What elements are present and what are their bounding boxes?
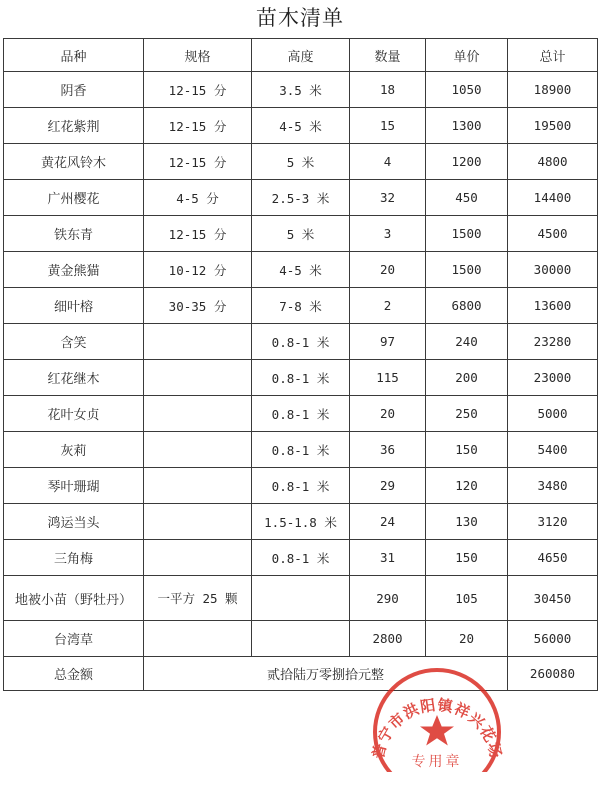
cell-unit-price: 130 [426, 504, 508, 540]
cell-unit-price: 1050 [426, 72, 508, 108]
cell-spec [144, 621, 252, 657]
cell-height: 2.5-3 米 [252, 180, 350, 216]
cell-quantity: 2800 [350, 621, 426, 657]
cell-unit-price: 450 [426, 180, 508, 216]
cell-spec: 一平方 25 颗 [144, 576, 252, 621]
cell-spec [144, 432, 252, 468]
table-row [4, 288, 598, 324]
cell-unit-price: 105 [426, 576, 508, 621]
column-header-height: 高度 [252, 39, 350, 72]
grand-total: 260080 [508, 657, 598, 691]
cell-variety: 红花紫荆 [4, 108, 144, 144]
table-row [4, 108, 598, 144]
cell-total: 18900 [508, 72, 598, 108]
table-header-row [4, 39, 598, 72]
cell-height: 1.5-1.8 米 [252, 504, 350, 540]
table-row [4, 360, 598, 396]
cell-quantity: 4 [350, 144, 426, 180]
cell-variety: 花叶女贞 [4, 396, 144, 432]
cell-total: 13600 [508, 288, 598, 324]
cell-variety: 鸿运当头 [4, 504, 144, 540]
cell-spec [144, 540, 252, 576]
cell-spec [144, 360, 252, 396]
cell-height: 4-5 米 [252, 252, 350, 288]
cell-spec: 12-15 分 [144, 108, 252, 144]
cell-total: 5000 [508, 396, 598, 432]
cell-unit-price: 1300 [426, 108, 508, 144]
table-row [4, 72, 598, 108]
cell-quantity: 24 [350, 504, 426, 540]
cell-height: 7-8 米 [252, 288, 350, 324]
cell-unit-price: 1500 [426, 252, 508, 288]
table-row [4, 324, 598, 360]
cell-total: 56000 [508, 621, 598, 657]
cell-quantity: 36 [350, 432, 426, 468]
cell-height [252, 576, 350, 621]
cell-total: 3480 [508, 468, 598, 504]
cell-unit-price: 150 [426, 540, 508, 576]
column-header-unit-price: 单价 [426, 39, 508, 72]
cell-quantity: 290 [350, 576, 426, 621]
cell-variety: 地被小苗（野牡丹） [4, 576, 144, 621]
cell-variety: 红花继木 [4, 360, 144, 396]
table-row [4, 540, 598, 576]
cell-total: 4800 [508, 144, 598, 180]
cell-unit-price: 150 [426, 432, 508, 468]
column-header-variety: 品种 [4, 39, 144, 72]
cell-quantity: 29 [350, 468, 426, 504]
cell-total: 4650 [508, 540, 598, 576]
cell-spec: 12-15 分 [144, 72, 252, 108]
table-row [4, 504, 598, 540]
column-header-quantity: 数量 [350, 39, 426, 72]
cell-variety: 铁东青 [4, 216, 144, 252]
cell-total: 3120 [508, 504, 598, 540]
cell-variety: 台湾草 [4, 621, 144, 657]
seal-star-icon [420, 715, 454, 746]
cell-variety: 含笑 [4, 324, 144, 360]
cell-height: 0.8-1 米 [252, 360, 350, 396]
seal-subtext: 专用章 [411, 754, 463, 770]
table-row [4, 396, 598, 432]
cell-unit-price: 6800 [426, 288, 508, 324]
cell-total: 30450 [508, 576, 598, 621]
company-seal-stamp [362, 662, 512, 772]
cell-height [252, 621, 350, 657]
table-row [4, 576, 598, 621]
cell-height: 5 米 [252, 144, 350, 180]
cell-variety: 灰莉 [4, 432, 144, 468]
cell-total: 23000 [508, 360, 598, 396]
cell-spec: 4-5 分 [144, 180, 252, 216]
seal-text: 普宁市洪阳镇祥兴花场 [368, 695, 506, 761]
summary-label: 总金额 [4, 657, 144, 691]
cell-unit-price: 240 [426, 324, 508, 360]
cell-unit-price: 20 [426, 621, 508, 657]
cell-variety: 三角梅 [4, 540, 144, 576]
cell-height: 5 米 [252, 216, 350, 252]
cell-variety: 细叶榕 [4, 288, 144, 324]
cell-quantity: 32 [350, 180, 426, 216]
cell-spec [144, 468, 252, 504]
cell-quantity: 18 [350, 72, 426, 108]
cell-spec [144, 324, 252, 360]
cell-height: 0.8-1 米 [252, 468, 350, 504]
cell-unit-price: 1200 [426, 144, 508, 180]
cell-height: 0.8-1 米 [252, 396, 350, 432]
cell-height: 0.8-1 米 [252, 432, 350, 468]
cell-unit-price: 120 [426, 468, 508, 504]
cell-spec: 12-15 分 [144, 144, 252, 180]
cell-total: 30000 [508, 252, 598, 288]
cell-quantity: 3 [350, 216, 426, 252]
cell-unit-price: 250 [426, 396, 508, 432]
cell-total: 5400 [508, 432, 598, 468]
cell-height: 4-5 米 [252, 108, 350, 144]
cell-unit-price: 200 [426, 360, 508, 396]
cell-total: 19500 [508, 108, 598, 144]
cell-height: 0.8-1 米 [252, 540, 350, 576]
amount-in-words: 贰拾陆万零捌拾元整 [144, 657, 508, 691]
cell-variety: 阴香 [4, 72, 144, 108]
table-row [4, 144, 598, 180]
cell-quantity: 20 [350, 252, 426, 288]
column-header-spec: 规格 [144, 39, 252, 72]
table-row [4, 180, 598, 216]
cell-quantity: 115 [350, 360, 426, 396]
table-row [4, 432, 598, 468]
table-row [4, 468, 598, 504]
cell-quantity: 31 [350, 540, 426, 576]
cell-spec: 10-12 分 [144, 252, 252, 288]
cell-variety: 琴叶珊瑚 [4, 468, 144, 504]
page-title: 苗木清单 [256, 6, 344, 30]
cell-total: 4500 [508, 216, 598, 252]
cell-spec [144, 504, 252, 540]
table-row [4, 252, 598, 288]
table-row [4, 621, 598, 657]
cell-total: 14400 [508, 180, 598, 216]
cell-quantity: 15 [350, 108, 426, 144]
table-body [4, 72, 598, 657]
cell-unit-price: 1500 [426, 216, 508, 252]
cell-spec: 12-15 分 [144, 216, 252, 252]
cell-spec: 30-35 分 [144, 288, 252, 324]
cell-height: 0.8-1 米 [252, 324, 350, 360]
cell-spec [144, 396, 252, 432]
cell-variety: 黄花风铃木 [4, 144, 144, 180]
cell-quantity: 20 [350, 396, 426, 432]
cell-quantity: 2 [350, 288, 426, 324]
cell-variety: 黄金熊猫 [4, 252, 144, 288]
cell-height: 3.5 米 [252, 72, 350, 108]
cell-variety: 广州樱花 [4, 180, 144, 216]
column-header-total: 总计 [508, 39, 598, 72]
table-row [4, 216, 598, 252]
seedling-table [3, 38, 598, 691]
cell-quantity: 97 [350, 324, 426, 360]
cell-total: 23280 [508, 324, 598, 360]
